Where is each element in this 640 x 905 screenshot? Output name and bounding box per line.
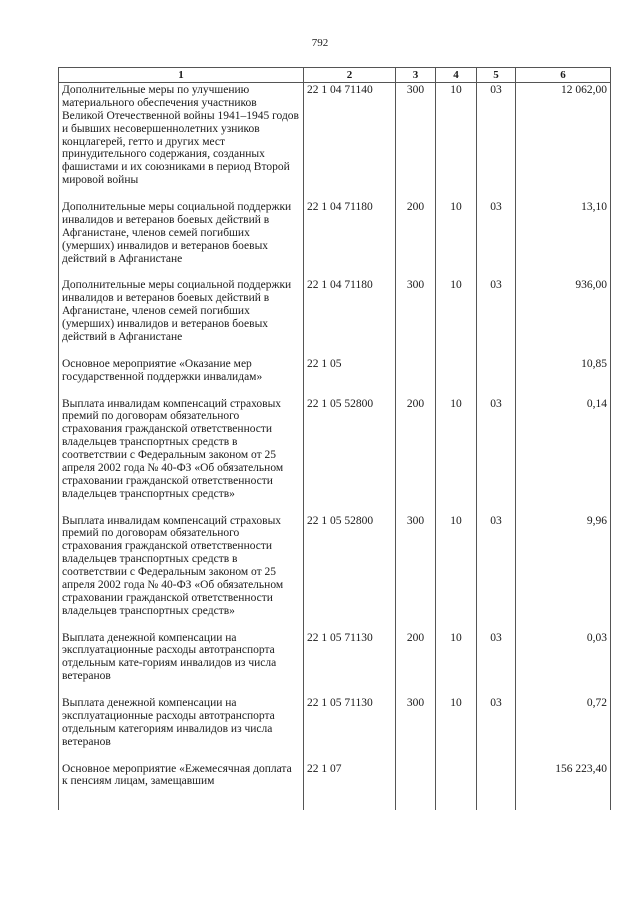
header-col-2: 2 xyxy=(304,68,396,83)
table-row xyxy=(59,696,611,750)
header-col-4: 4 xyxy=(436,68,477,83)
row-col-3: 300 xyxy=(396,278,436,344)
row-spacer xyxy=(59,385,611,397)
row-code: 22 1 04 71140 xyxy=(304,83,396,189)
row-col-4 xyxy=(436,762,477,810)
row-description: Дополнительные меры социальной поддержки инвалидов и ветеранов боевых действий в Афганистане, членов семей погибших (умерших) инвалидов и ветеранов боевых действий в Афганистане xyxy=(59,278,304,344)
row-col-5 xyxy=(477,762,516,810)
row-spacer xyxy=(59,750,611,762)
row-spacer xyxy=(59,266,611,278)
row-code: 22 1 04 71180 xyxy=(304,278,396,344)
row-col-3 xyxy=(396,762,436,810)
row-code: 22 1 04 71180 xyxy=(304,200,396,266)
row-description: Дополнительные меры социальной поддержки инвалидов и ветеранов боевых действий в Афганистане, членов семей погибших (умерших) инвалидов и ветеранов боевых действий в Афганистане xyxy=(59,200,304,266)
row-amount: 156 223,40 xyxy=(516,762,611,810)
row-amount: 936,00 xyxy=(516,278,611,344)
row-col-3 xyxy=(396,357,436,385)
row-col-4: 10 xyxy=(436,397,477,502)
row-col-5: 03 xyxy=(477,514,516,619)
row-col-4: 10 xyxy=(436,278,477,344)
row-amount: 0,14 xyxy=(516,397,611,502)
header-col-5: 5 xyxy=(477,68,516,83)
row-code: 22 1 05 xyxy=(304,357,396,385)
row-col-3: 300 xyxy=(396,696,436,750)
row-code: 22 1 05 71130 xyxy=(304,631,396,685)
row-spacer xyxy=(59,619,611,631)
row-description: Дополнительные меры по улучшению материального обеспечения участников Великой Отечественной войны 1941–1945 годов и бывших несовершеннолетних узников концлагерей, гетто и других мест принудительного содержания, созданных фашистами и их союзниками в период Второй мировой войны xyxy=(59,83,304,189)
row-col-4: 10 xyxy=(436,200,477,266)
page-number: 792 xyxy=(311,37,329,49)
table-row xyxy=(59,83,611,189)
row-amount: 12 062,00 xyxy=(516,83,611,189)
row-col-4: 10 xyxy=(436,696,477,750)
table-row xyxy=(59,762,611,810)
header-col-6: 6 xyxy=(516,68,611,83)
row-amount: 9,96 xyxy=(516,514,611,619)
row-spacer xyxy=(59,502,611,514)
row-amount: 10,85 xyxy=(516,357,611,385)
row-col-5: 03 xyxy=(477,278,516,344)
row-col-5: 03 xyxy=(477,696,516,750)
budget-table xyxy=(58,67,611,810)
row-amount: 0,72 xyxy=(516,696,611,750)
table-row xyxy=(59,631,611,685)
row-description: Выплата денежной компенсации на эксплуатационные расходы автотранспорта отдельным кате-гориям инвалидов из числа ветеранов xyxy=(59,631,304,685)
header-row xyxy=(59,68,611,83)
row-amount: 0,03 xyxy=(516,631,611,685)
row-col-3: 200 xyxy=(396,631,436,685)
row-code: 22 1 07 xyxy=(304,762,396,810)
row-code: 22 1 05 71130 xyxy=(304,696,396,750)
row-description: Выплата инвалидам компенсаций страховых премий по договорам обязательного страхования гражданской ответственности владельцев транспортных средств в соответствии с Федеральным законом от 25 апреля 2002 года № 40-ФЗ «Об обязательном страховании гражданской ответственности владельцев транспортных средств» xyxy=(59,514,304,619)
header-col-1: 1 xyxy=(59,68,304,83)
row-col-5: 03 xyxy=(477,200,516,266)
row-col-3: 300 xyxy=(396,83,436,189)
table-row xyxy=(59,200,611,266)
table-row xyxy=(59,397,611,502)
row-col-3: 200 xyxy=(396,397,436,502)
row-description: Основное мероприятие «Ежемесячная доплата к пенсиям лицам, замещавшим xyxy=(59,762,304,810)
row-col-5: 03 xyxy=(477,631,516,685)
table-row xyxy=(59,514,611,619)
row-spacer xyxy=(59,188,611,200)
row-col-4 xyxy=(436,357,477,385)
row-col-3: 300 xyxy=(396,514,436,619)
header-col-3: 3 xyxy=(396,68,436,83)
row-code: 22 1 05 52800 xyxy=(304,397,396,502)
table-row xyxy=(59,357,611,385)
row-col-4: 10 xyxy=(436,83,477,189)
row-description: Выплата денежной компенсации на эксплуатационные расходы автотранспорта отдельным категориям инвалидов из числа ветеранов xyxy=(59,696,304,750)
table-row xyxy=(59,278,611,344)
row-col-3: 200 xyxy=(396,200,436,266)
row-col-5: 03 xyxy=(477,83,516,189)
row-col-5: 03 xyxy=(477,397,516,502)
row-col-4: 10 xyxy=(436,514,477,619)
row-spacer xyxy=(59,684,611,696)
row-col-5 xyxy=(477,357,516,385)
row-spacer xyxy=(59,345,611,357)
row-col-4: 10 xyxy=(436,631,477,685)
row-code: 22 1 05 52800 xyxy=(304,514,396,619)
row-description: Основное мероприятие «Оказание мер государственной поддержки инвалидам» xyxy=(59,357,304,385)
row-description: Выплата инвалидам компенсаций страховых премий по договорам обязательного страхования гражданской ответственности владельцев транспортных средств в соответствии с Федеральным законом от 25 апреля 2002 года № 40-ФЗ «Об обязательном страховании гражданской ответственности владельцев транспортных средств» xyxy=(59,397,304,502)
row-amount: 13,10 xyxy=(516,200,611,266)
